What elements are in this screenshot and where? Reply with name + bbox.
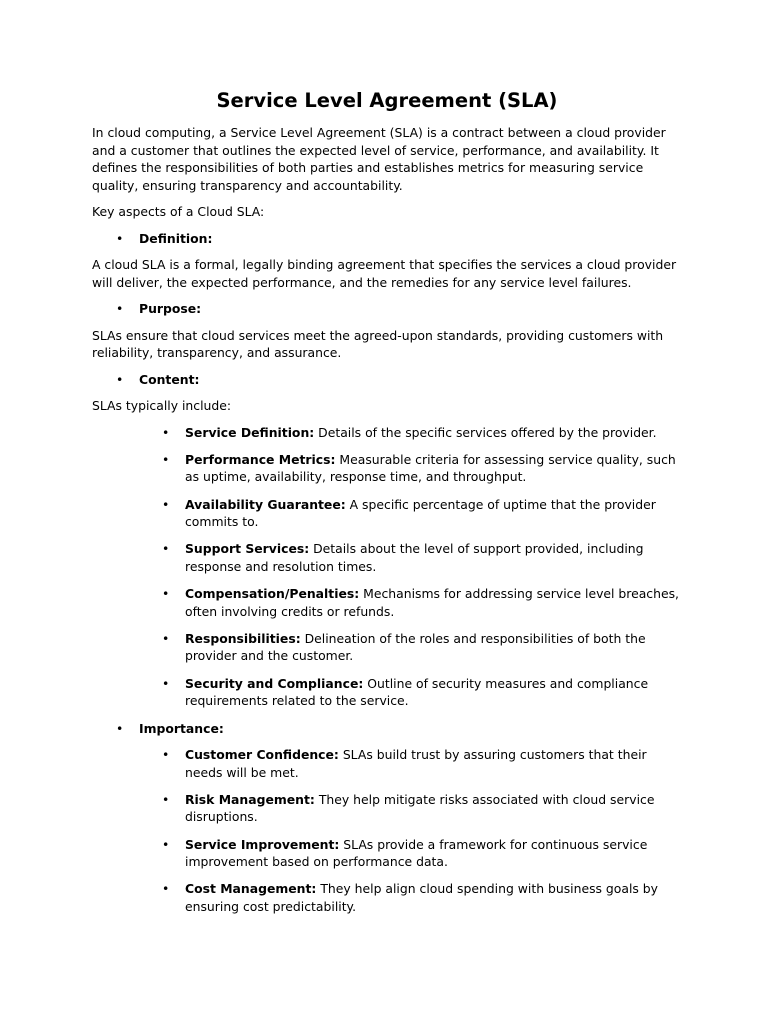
- bullet-definition: [92, 230, 682, 248]
- list-item: [92, 424, 682, 442]
- bullet-icon: •: [162, 836, 170, 852]
- list-item-text: They help align cloud spending with business goals by ensuring cost predictability.: [185, 881, 658, 914]
- bullet-icon: •: [116, 720, 124, 736]
- bullet-purpose: [92, 300, 682, 318]
- list-item: [92, 630, 682, 665]
- purpose-heading: Purpose:: [139, 301, 202, 316]
- list-item-text: A specific percentage of uptime that the provider commits to.: [185, 496, 656, 530]
- list-item-label: Support Services:: [185, 541, 310, 557]
- list-item-label: Cost Management:: [185, 881, 317, 897]
- bullet-icon: •: [116, 301, 124, 316]
- content-paragraph: SLAs typically include:: [92, 398, 232, 413]
- list-item-label: Service Definition:: [185, 424, 315, 440]
- list-item-text: Details about the level of support provided, including response and resolution times.: [185, 541, 644, 574]
- list-item-text: Outline of security measures and compliance requirements related to the service.: [185, 675, 649, 709]
- list-item: [92, 585, 682, 620]
- bullet-icon: •: [162, 791, 170, 807]
- list-item: [92, 746, 682, 781]
- bullet-icon: •: [116, 230, 124, 246]
- definition-paragraph: A cloud SLA is a formal, legally binding agreement that specifies the services a cloud provider will deliver, the expected performance, and the remedies for any service level failures.: [92, 257, 677, 290]
- bullet-icon: •: [162, 747, 170, 763]
- list-item-text: SLAs build trust by assuring customers that their needs will be met.: [185, 747, 647, 780]
- definition-heading: Definition:: [139, 230, 213, 246]
- list-item: [92, 880, 682, 915]
- list-item: [92, 836, 682, 871]
- purpose-paragraph: SLAs ensure that cloud services meet the agreed-upon standards, providing customers with reliability, transparency, and assurance.: [92, 327, 664, 360]
- list-item-label: Availability Guarantee:: [185, 496, 346, 512]
- content-heading: Content:: [139, 371, 200, 387]
- list-item-label: Security and Compliance:: [185, 675, 364, 691]
- document-title: Service Level Agreement (SLA): [216, 89, 558, 112]
- list-item-text: Delineation of the roles and responsibilities of both the provider and the customer.: [185, 630, 646, 664]
- bullet-icon: •: [116, 371, 124, 387]
- list-item: [92, 675, 682, 710]
- list-item: [92, 791, 682, 826]
- bullet-icon: •: [162, 496, 170, 512]
- list-item-text: They help mitigate risks associated with cloud service disruptions.: [185, 791, 655, 825]
- bullet-icon: •: [162, 881, 170, 897]
- bullet-importance: [92, 720, 682, 738]
- list-item-text: SLAs provide a framework for continuous service improvement based on performance data.: [185, 836, 648, 870]
- intro-paragraph: In cloud computing, a Service Level Agreement (SLA) is a contract between a cloud provider and a customer that outlines the expected level of service, performance, and availability. It defines the responsibilities of both parties and establishes metrics for measuring service quality, ensuring transparency and accountability.: [92, 125, 666, 193]
- list-item: [92, 451, 682, 486]
- importance-heading: Importance:: [139, 720, 224, 736]
- bullet-icon: •: [162, 541, 170, 557]
- bullet-icon: •: [162, 586, 170, 602]
- list-item-text: Measurable criteria for assessing service quality, such as uptime, availability, response time, and throughput.: [185, 451, 676, 485]
- bullet-icon: •: [162, 424, 170, 440]
- list-item-text: Mechanisms for addressing service level breaches, often involving credits or refunds.: [185, 586, 679, 619]
- list-item-label: Performance Metrics:: [185, 451, 336, 467]
- list-item-label: Compensation/Penalties:: [185, 586, 360, 602]
- key-aspects-paragraph: Key aspects of a Cloud SLA:: [92, 204, 265, 219]
- bullet-icon: •: [162, 451, 170, 467]
- list-item-label: Responsibilities:: [185, 630, 301, 646]
- bullet-icon: •: [162, 675, 170, 691]
- document-page: [92, 88, 682, 925]
- list-item: [92, 540, 682, 575]
- list-item-label: Service Improvement:: [185, 836, 340, 852]
- list-item: [92, 496, 682, 531]
- bullet-content: [92, 371, 682, 389]
- list-item-label: Risk Management:: [185, 791, 315, 807]
- bullet-icon: •: [162, 630, 170, 646]
- list-item-text: Details of the specific services offered by the provider.: [314, 424, 657, 440]
- list-item-label: Customer Confidence:: [185, 747, 339, 763]
